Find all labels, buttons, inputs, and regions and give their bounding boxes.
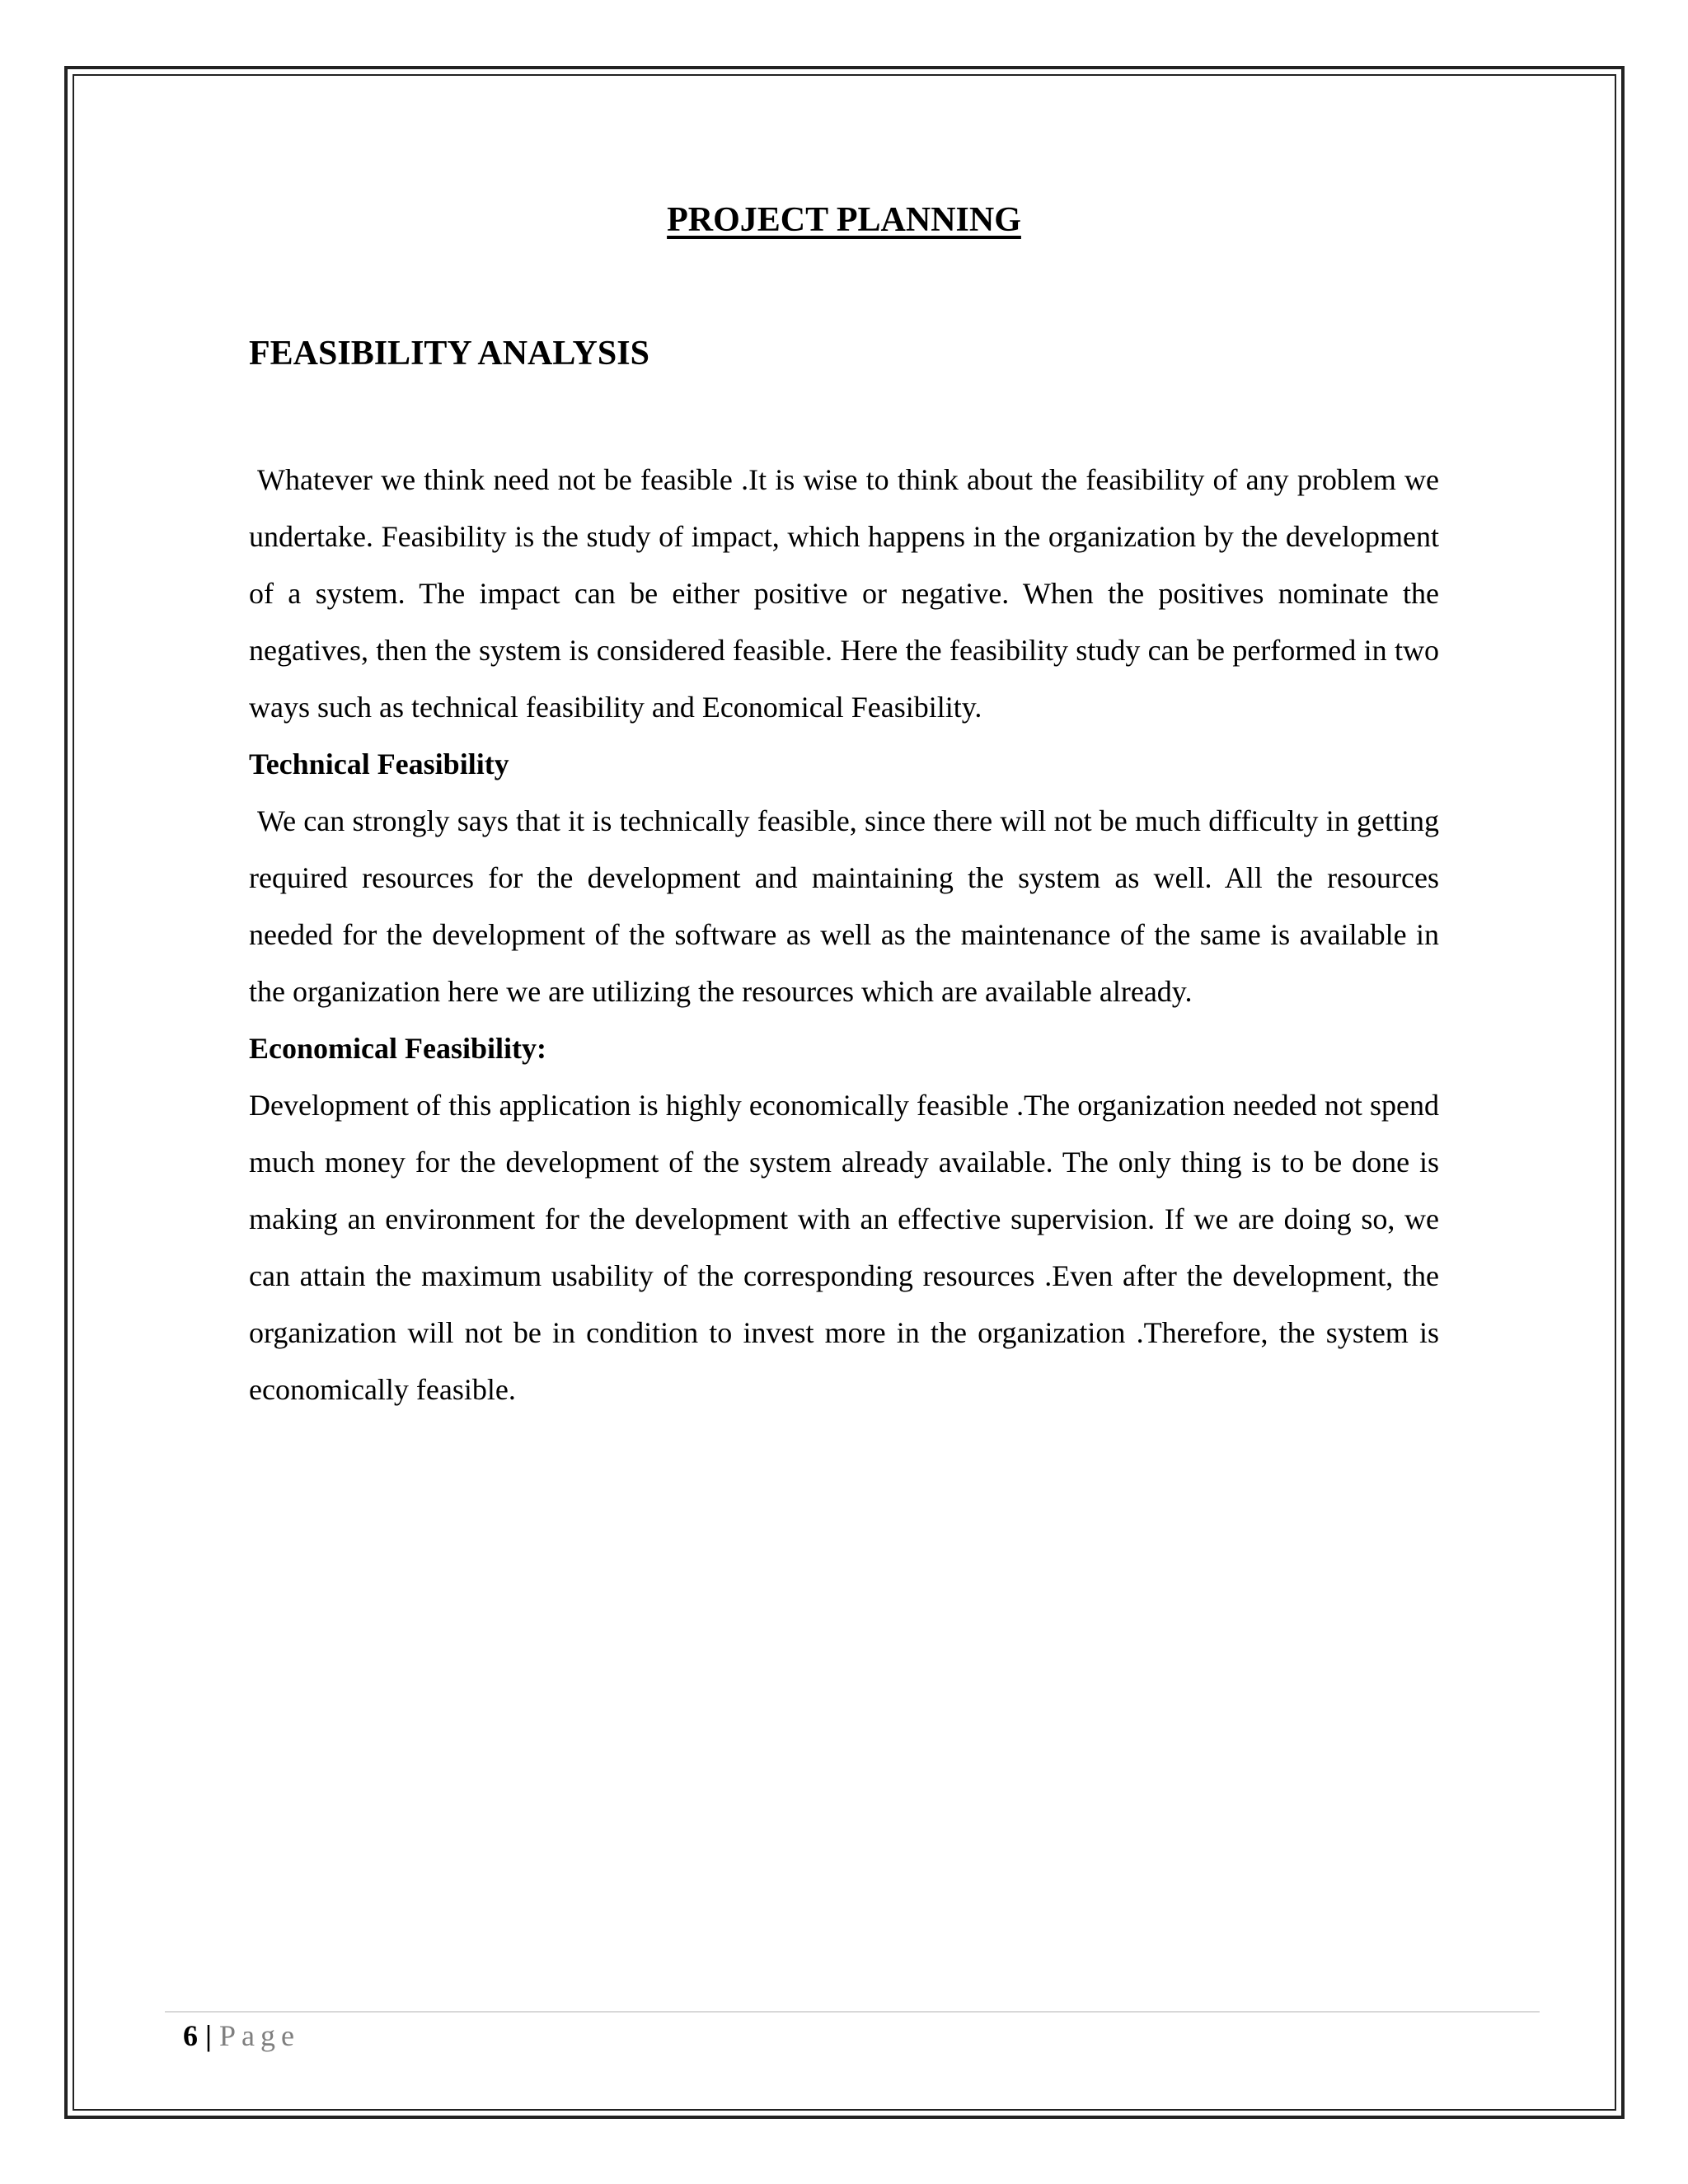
technical-feasibility-paragraph: We can strongly says that it is technically feasible, since there will not be much difficulty in getting required resources for the development and maintaining the system as well. All the resources needed for the development of the software as well as the maintenance of the same is available in the organization here we are utilizing the resources which are available already. [249,804,1439,1008]
page-title: PROJECT PLANNING [667,201,1021,239]
section-title: FEASIBILITY ANALYSIS [249,335,649,373]
technical-feasibility-heading: Technical Feasibility [249,748,509,780]
economical-feasibility-heading: Economical Feasibility: [249,1032,546,1065]
footer-separator: | [205,2019,212,2052]
footer-divider [165,2011,1540,2013]
page-footer [183,2016,300,2055]
document-body [249,452,1439,1418]
page-number: 6 [183,2019,198,2052]
page-label: Page [218,2019,300,2052]
intro-paragraph: Whatever we think need not be feasible .It is wise to think about the feasibility of any problem we undertake. Feasibility is the study of impact, which happens in the organization by the development of a system. The impact can be either positive or negative. When the positives nominate the negatives, then the system is considered feasible. Here the feasibility study can be performed in two ways such as technical feasibility and Economical Feasibility. [249,463,1439,724]
economical-feasibility-paragraph: Development of this application is highly economically feasible .The organization needed not spend much money for the development of the system already available. The only thing is to be done is making an environment for the development with an effective supervision. If we are doing so, we can attain the maximum usability of the corresponding resources .Even after the development, the organization will not be in condition to invest more in the organization .Therefore, the system is economically feasible. [249,1089,1439,1406]
